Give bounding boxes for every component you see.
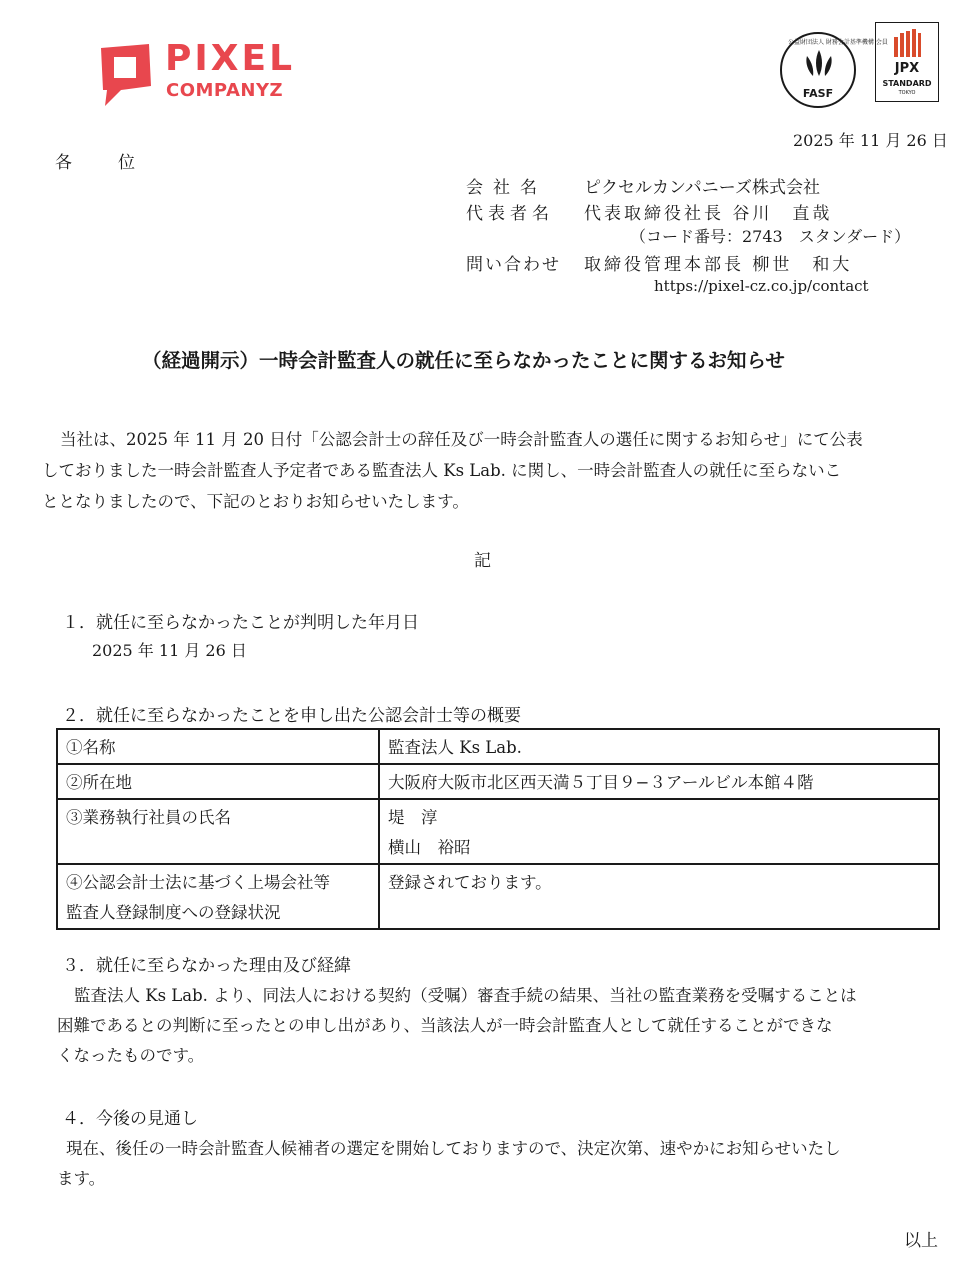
fasf-label: FASF (802, 87, 834, 100)
address-label: ②所在地 (66, 773, 132, 792)
section-3-line: 監査法人 Ks Lab. より、同法人における契約（受嘱）審査手続の結果、当社の監査業務を受嘱することは (74, 986, 857, 1005)
jpx-label: JPX (894, 61, 920, 76)
table-cell-label (57, 799, 379, 864)
section-1-heading: １．就任に至らなかったことが判明した年月日 (62, 613, 419, 633)
auditor-summary-table (56, 728, 940, 930)
document-title: （経過開示）一時会計監査人の就任に至らなかったことに関するお知らせ (142, 349, 785, 372)
section-4-heading: ４．今後の見通し (62, 1109, 198, 1129)
section-2-heading: ２．就任に至らなかったことを申し出た公認会計士等の概要 (62, 706, 521, 726)
registration-label: 監査人登録制度への登録状況 (66, 903, 281, 922)
company-logo-icon (97, 42, 153, 108)
company-label: 会社名 (466, 178, 547, 198)
company-name: ピクセルカンパニーズ株式会社 (584, 178, 820, 198)
table-cell-value (379, 799, 939, 864)
registration-value: 登録されております。 (388, 873, 552, 892)
release-date: 2025 年 11 月 26 日 (793, 131, 948, 150)
table-row (57, 729, 939, 764)
intro-line: しておりました一時会計監査人予定者である監査法人 Ks Lab. に関し、一時会計監査人の就任に至らないこ (42, 461, 842, 480)
representative-name: 代表取締役社長 谷川 直哉 (584, 204, 833, 224)
contact-person: 取締役管理本部長 柳世 和大 (584, 255, 853, 275)
section-4-line: ます。 (57, 1169, 106, 1188)
name-label: ①名称 (66, 738, 116, 757)
name-value: 監査法人 Ks Lab. (388, 738, 522, 757)
section-4-line: 現在、後任の一時会計監査人候補者の選定を開始しておりますので、決定次第、速やかにお知らせいたし (66, 1139, 841, 1158)
ki-heading: 記 (474, 551, 491, 571)
section-3-line: くなったものです。 (57, 1046, 205, 1065)
table-cell-value (379, 729, 939, 764)
jpx-bars-icon (892, 29, 922, 57)
section-3-heading: ３．就任に至らなかった理由及び経緯 (62, 956, 351, 976)
table-row (57, 799, 939, 864)
table-cell-value (379, 864, 939, 929)
table-cell-label (57, 764, 379, 799)
partners-label: ③業務執行社員の氏名 (66, 808, 231, 827)
contact-url-link[interactable]: https://pixel-cz.co.jp/contact (654, 277, 869, 295)
logo-text-companyz: COMPANYZ (166, 80, 284, 101)
intro-line: ととなりましたので、下記のとおりお知らせいたします。 (42, 492, 469, 511)
table-row (57, 764, 939, 799)
stock-code: （コード番号：2743 スタンダード） (630, 227, 911, 246)
table-cell-value (379, 764, 939, 799)
intro-line: 当社は、2025 年 11 月 20 日付「公認会計士の辞任及び一時会計監査人の選任に関するお知らせ」にて公表 (60, 430, 863, 449)
partner-name: 堤 淳 (388, 808, 438, 827)
jpx-mark (875, 22, 939, 102)
table-row (57, 864, 939, 929)
table-cell-label (57, 864, 379, 929)
registration-label: ④公認会計士法に基づく上場会社等 (66, 873, 330, 892)
addressee: 各位 (55, 153, 181, 173)
fasf-leaf-icon (798, 48, 840, 78)
representative-label: 代表者名 (466, 204, 554, 224)
address-value: 大阪府大阪市北区西天満５丁目９−３アールビル本館４階 (388, 773, 814, 792)
contact-label: 問い合わせ (466, 255, 561, 275)
partner-name: 横山 裕昭 (388, 838, 471, 857)
jpx-standard-label: STANDARD (882, 79, 932, 88)
fasf-seal (780, 32, 888, 108)
table-cell-label (57, 729, 379, 764)
section-1-date: 2025 年 11 月 26 日 (92, 641, 247, 660)
section-3-line: 困難であるとの判断に至ったとの申し出があり、当該法人が一時会計監査人として就任することができな (57, 1016, 833, 1035)
fasf-arc-text: 公益財団法人 財務会計基準機構 会員 (788, 39, 888, 46)
jpx-tokyo-label: TOKYO (898, 90, 916, 96)
logo-text-pixel: PIXEL (165, 38, 296, 79)
closing-mark: 以上 (904, 1231, 938, 1251)
